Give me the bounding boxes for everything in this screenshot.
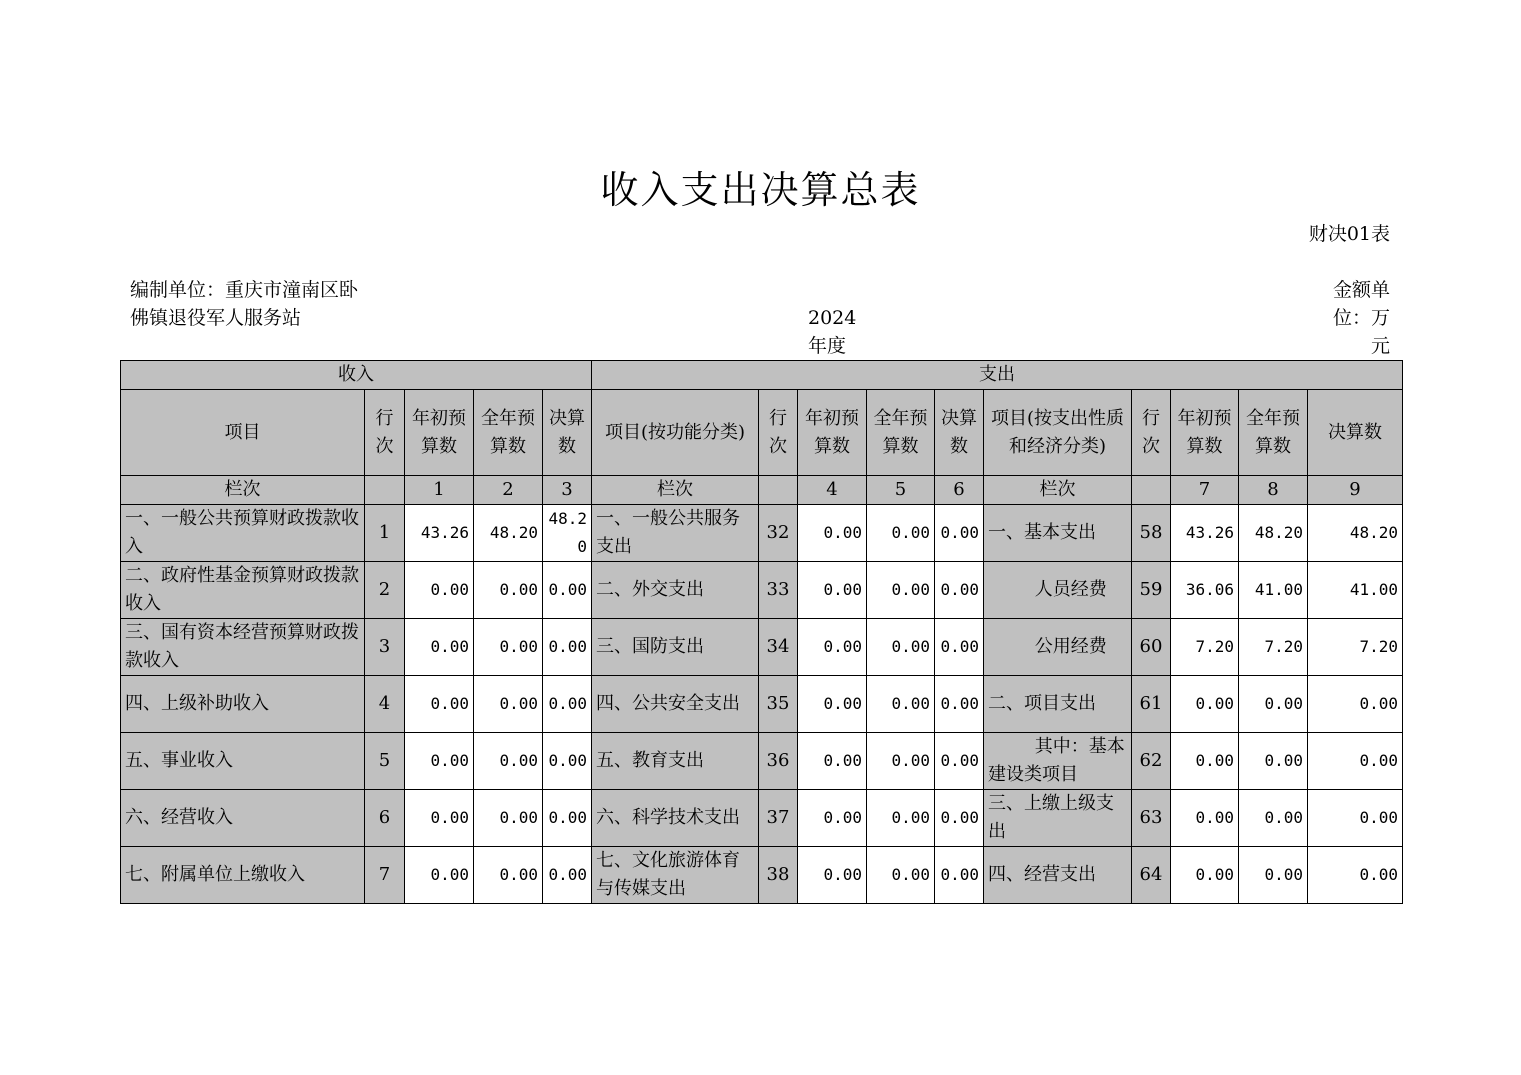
function-item: 一、一般公共服务支出	[592, 505, 759, 562]
income-line-no: 4	[365, 676, 405, 733]
income-item: 三、国有资本经营预算财政拨款收入	[121, 619, 365, 676]
economic-line-no: 58	[1132, 505, 1171, 562]
function-begin-budget: 0.00	[798, 562, 867, 619]
col-blank	[365, 476, 405, 505]
col-blank	[759, 476, 798, 505]
income-final: 0.00	[543, 790, 592, 847]
function-full-budget: 0.00	[867, 562, 935, 619]
income-full-budget: 0.00	[474, 562, 543, 619]
income-full-budget: 0.00	[474, 790, 543, 847]
economic-full-budget: 41.00	[1239, 562, 1308, 619]
economic-final: 0.00	[1308, 790, 1403, 847]
income-full-budget: 0.00	[474, 847, 543, 904]
income-final: 0.00	[543, 676, 592, 733]
function-line-no: 34	[759, 619, 798, 676]
function-begin-budget: 0.00	[798, 676, 867, 733]
function-final: 0.00	[935, 619, 984, 676]
header-begin-budget: 年初预算数	[1171, 390, 1239, 476]
header-final: 决算数	[1308, 390, 1403, 476]
economic-final: 7.20	[1308, 619, 1403, 676]
header-line: 行次	[759, 390, 798, 476]
income-expense-table	[120, 360, 1403, 904]
economic-final: 48.20	[1308, 505, 1403, 562]
header-line: 行次	[1132, 390, 1171, 476]
col-number: 9	[1308, 476, 1403, 505]
table-row	[121, 562, 1403, 619]
form-number: 财决01表	[1308, 223, 1390, 245]
economic-item: 四、经营支出	[984, 847, 1132, 904]
income-full-budget: 48.20	[474, 505, 543, 562]
function-final: 0.00	[935, 790, 984, 847]
income-full-budget: 0.00	[474, 676, 543, 733]
function-line-no: 38	[759, 847, 798, 904]
compiling-unit: 编制单位：重庆市潼南区卧佛镇退役军人服务站	[130, 279, 359, 329]
col-label: 栏次	[984, 476, 1132, 505]
function-full-budget: 0.00	[867, 676, 935, 733]
function-full-budget: 0.00	[867, 733, 935, 790]
income-begin-budget: 0.00	[405, 562, 474, 619]
economic-begin-budget: 36.06	[1171, 562, 1239, 619]
table-row	[121, 733, 1403, 790]
function-full-budget: 0.00	[867, 619, 935, 676]
table-row	[121, 505, 1403, 562]
economic-line-no: 60	[1132, 619, 1171, 676]
header-final: 决算数	[543, 390, 592, 476]
income-final: 0.00	[543, 847, 592, 904]
function-item: 三、国防支出	[592, 619, 759, 676]
economic-item: 其中：基本建设类项目	[984, 733, 1132, 790]
economic-line-no: 59	[1132, 562, 1171, 619]
economic-item: 人员经费	[984, 562, 1132, 619]
economic-full-budget: 0.00	[1239, 847, 1308, 904]
function-final: 0.00	[935, 733, 984, 790]
economic-item: 一、基本支出	[984, 505, 1132, 562]
col-label: 栏次	[121, 476, 365, 505]
income-begin-budget: 0.00	[405, 733, 474, 790]
economic-line-no: 61	[1132, 676, 1171, 733]
header-final: 决算数	[935, 390, 984, 476]
economic-begin-budget: 0.00	[1171, 847, 1239, 904]
economic-item: 三、上缴上级支出	[984, 790, 1132, 847]
economic-full-budget: 7.20	[1239, 619, 1308, 676]
function-line-no: 35	[759, 676, 798, 733]
economic-final: 0.00	[1308, 847, 1403, 904]
col-number: 7	[1171, 476, 1239, 505]
income-begin-budget: 0.00	[405, 676, 474, 733]
income-item: 一、一般公共预算财政拨款收入	[121, 505, 365, 562]
income-full-budget: 0.00	[474, 733, 543, 790]
header-full-budget: 全年预算数	[474, 390, 543, 476]
economic-final: 0.00	[1308, 733, 1403, 790]
income-line-no: 2	[365, 562, 405, 619]
income-final: 0.00	[543, 733, 592, 790]
function-begin-budget: 0.00	[798, 619, 867, 676]
expense-section-header: 支出	[592, 361, 1403, 390]
economic-begin-budget: 43.26	[1171, 505, 1239, 562]
income-item: 四、上级补助收入	[121, 676, 365, 733]
currency-unit: 金额单位：万元	[1332, 279, 1390, 357]
function-full-budget: 0.00	[867, 505, 935, 562]
function-line-no: 36	[759, 733, 798, 790]
function-final: 0.00	[935, 676, 984, 733]
table-row	[121, 619, 1403, 676]
header-item-economic: 项目(按支出性质和经济分类)	[984, 390, 1132, 476]
col-number: 8	[1239, 476, 1308, 505]
economic-line-no: 62	[1132, 733, 1171, 790]
economic-full-budget: 48.20	[1239, 505, 1308, 562]
page-title: 收入支出决算总表	[600, 168, 921, 212]
table-row	[121, 847, 1403, 904]
function-item: 五、教育支出	[592, 733, 759, 790]
income-final: 48.20	[543, 505, 592, 562]
income-final: 0.00	[543, 619, 592, 676]
economic-full-budget: 0.00	[1239, 676, 1308, 733]
function-full-budget: 0.00	[867, 790, 935, 847]
economic-full-budget: 0.00	[1239, 733, 1308, 790]
income-begin-budget: 43.26	[405, 505, 474, 562]
economic-final: 41.00	[1308, 562, 1403, 619]
economic-final: 0.00	[1308, 676, 1403, 733]
header-full-budget: 全年预算数	[867, 390, 935, 476]
income-full-budget: 0.00	[474, 619, 543, 676]
economic-begin-budget: 0.00	[1171, 676, 1239, 733]
income-item: 七、附属单位上缴收入	[121, 847, 365, 904]
header-item-function: 项目(按功能分类)	[592, 390, 759, 476]
function-final: 0.00	[935, 847, 984, 904]
function-full-budget: 0.00	[867, 847, 935, 904]
function-final: 0.00	[935, 505, 984, 562]
function-item: 六、科学技术支出	[592, 790, 759, 847]
col-label: 栏次	[592, 476, 759, 505]
col-number: 3	[543, 476, 592, 505]
income-line-no: 1	[365, 505, 405, 562]
col-number: 2	[474, 476, 543, 505]
function-begin-budget: 0.00	[798, 505, 867, 562]
function-begin-budget: 0.00	[798, 733, 867, 790]
income-line-no: 7	[365, 847, 405, 904]
income-line-no: 5	[365, 733, 405, 790]
income-line-no: 3	[365, 619, 405, 676]
income-section-header: 收入	[121, 361, 592, 390]
income-item: 二、政府性基金预算财政拨款收入	[121, 562, 365, 619]
income-line-no: 6	[365, 790, 405, 847]
income-begin-budget: 0.00	[405, 847, 474, 904]
col-number: 4	[798, 476, 867, 505]
function-line-no: 37	[759, 790, 798, 847]
function-item: 七、文化旅游体育与传媒支出	[592, 847, 759, 904]
table-row	[121, 676, 1403, 733]
table-row	[121, 790, 1403, 847]
function-line-no: 33	[759, 562, 798, 619]
function-begin-budget: 0.00	[798, 847, 867, 904]
economic-begin-budget: 7.20	[1171, 619, 1239, 676]
economic-full-budget: 0.00	[1239, 790, 1308, 847]
header-begin-budget: 年初预算数	[405, 390, 474, 476]
col-number: 1	[405, 476, 474, 505]
income-begin-budget: 0.00	[405, 619, 474, 676]
function-item: 二、外交支出	[592, 562, 759, 619]
economic-begin-budget: 0.00	[1171, 790, 1239, 847]
col-number: 6	[935, 476, 984, 505]
income-item: 五、事业收入	[121, 733, 365, 790]
header-full-budget: 全年预算数	[1239, 390, 1308, 476]
header-begin-budget: 年初预算数	[798, 390, 867, 476]
economic-item: 二、项目支出	[984, 676, 1132, 733]
function-item: 四、公共安全支出	[592, 676, 759, 733]
function-line-no: 32	[759, 505, 798, 562]
income-final: 0.00	[543, 562, 592, 619]
header-item: 项目	[121, 390, 365, 476]
economic-begin-budget: 0.00	[1171, 733, 1239, 790]
function-begin-budget: 0.00	[798, 790, 867, 847]
income-begin-budget: 0.00	[405, 790, 474, 847]
function-final: 0.00	[935, 562, 984, 619]
col-number: 5	[867, 476, 935, 505]
economic-item: 公用经费	[984, 619, 1132, 676]
economic-line-no: 64	[1132, 847, 1171, 904]
fiscal-year: 2024年度	[808, 307, 857, 357]
income-item: 六、经营收入	[121, 790, 365, 847]
col-blank	[1132, 476, 1171, 505]
economic-line-no: 63	[1132, 790, 1171, 847]
header-line: 行次	[365, 390, 405, 476]
